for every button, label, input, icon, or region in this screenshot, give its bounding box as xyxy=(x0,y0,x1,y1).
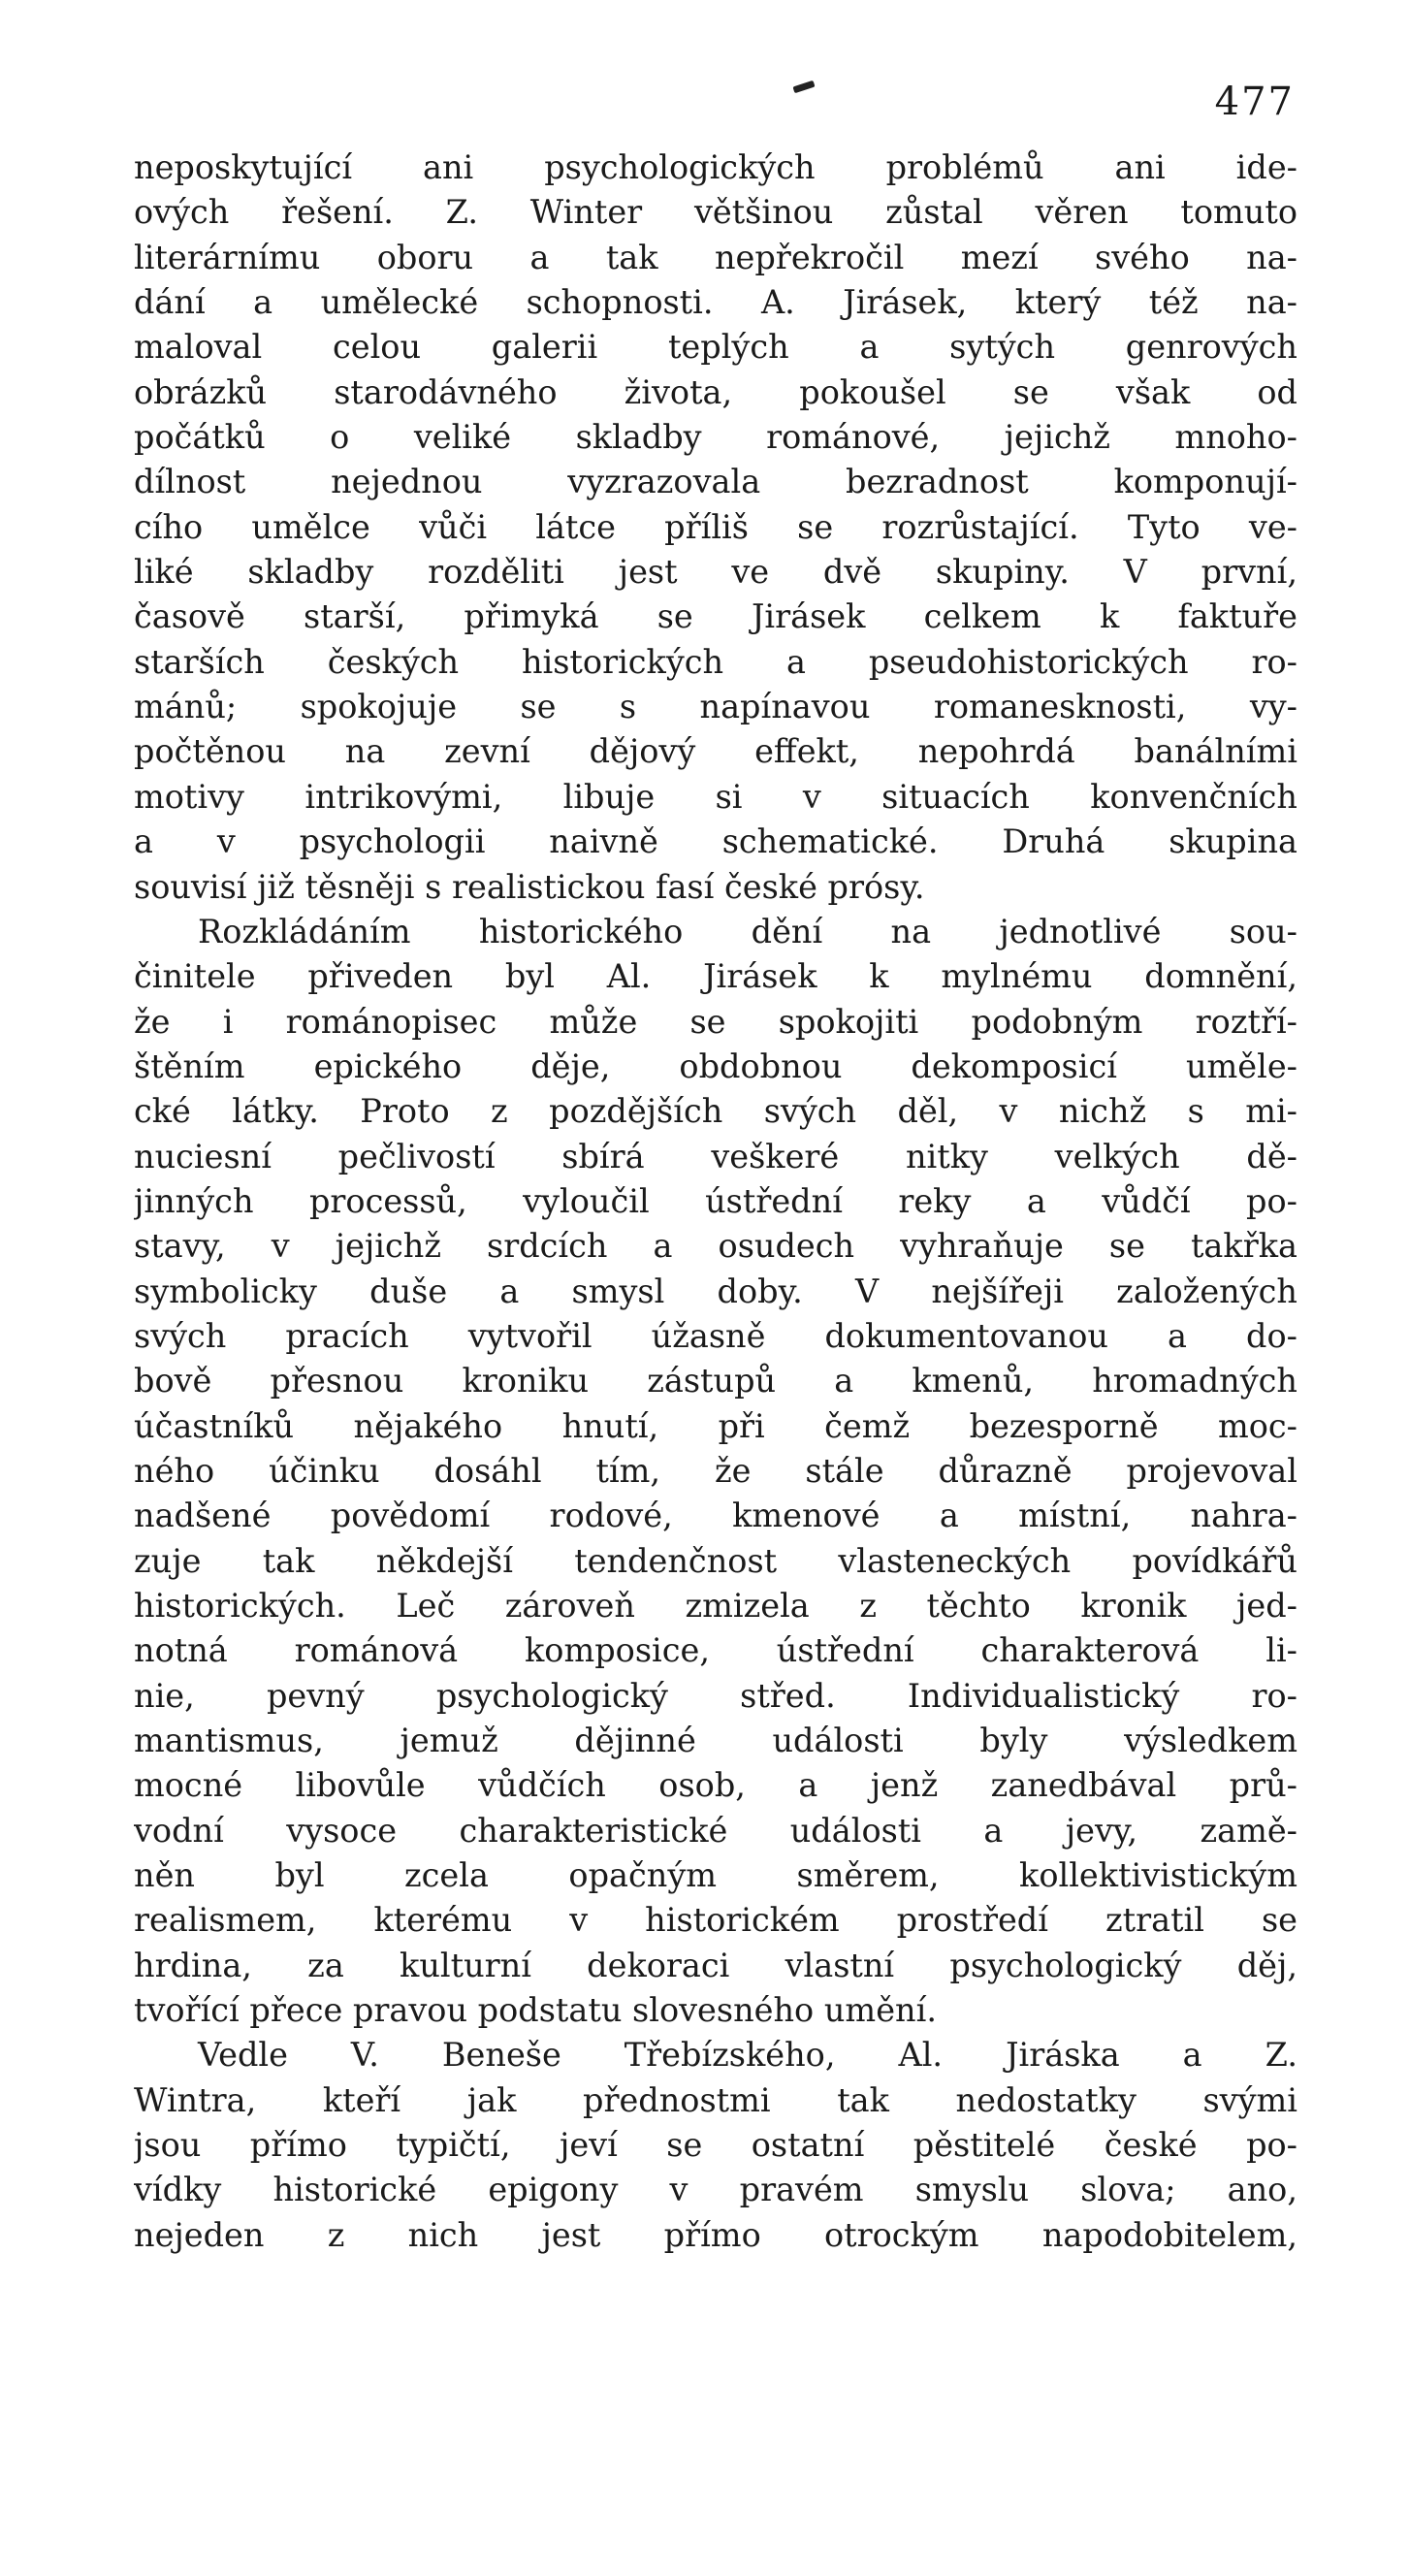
page-number: 477 xyxy=(1214,80,1295,124)
text-line: neposkytující ani psychologických problémů ani ide- xyxy=(134,148,1297,186)
text-line: nie, pevný psychologický střed. Individualistický ro- xyxy=(134,1676,1297,1715)
text-line: historických. Leč zároveň zmizela z těchto kronik jed- xyxy=(134,1587,1297,1625)
text-line: mánů; spokojuje se s napínavou romanesknosti, vy- xyxy=(134,688,1297,726)
text-line: maloval celou galerii teplých a sytých genrových xyxy=(134,328,1297,367)
text-line: hrdina, za kulturní dekoraci vlastní psychologický děj, xyxy=(134,1946,1297,1984)
text-line: dílnost nejednou vyzrazovala bezradnost komponují- xyxy=(134,463,1297,501)
body-text xyxy=(134,145,1297,2258)
text-line: vodní vysoce charakteristické události a jevy, zamě- xyxy=(134,1811,1297,1850)
text-line: souvisí již těsněji s realistickou fasí české prósy. xyxy=(134,867,925,906)
text-line: a v psychologii naivně schematické. Druhá skupina xyxy=(134,822,1297,861)
text-line: ových řešení. Z. Winter většinou zůstal věren tomuto xyxy=(134,193,1297,232)
text-line: stavy, v jejichž srdcích a osudech vyhraňuje se takřka xyxy=(134,1227,1297,1266)
text-line: zuje tak někdejší tendenčnost vlasteneckých povídkářů xyxy=(134,1541,1297,1580)
text-line: Wintra, kteří jak přednostmi tak nedostatky svými xyxy=(134,2080,1297,2119)
ink-mark xyxy=(792,80,815,93)
text-line: bově přesnou kroniku zástupů a kmenů, hromadných xyxy=(134,1362,1297,1401)
text-line: tvořící přece pravou podstatu slovesného umění. xyxy=(134,1991,937,2030)
text-line: časově starší, přimyká se Jirásek celkem k faktuře xyxy=(134,597,1297,636)
text-line: štěním epického děje, obdobnou dekomposicí uměle- xyxy=(134,1046,1297,1085)
text-line: dání a umělecké schopnosti. A. Jirásek, který též na- xyxy=(134,283,1297,322)
text-line: symbolicky duše a smysl doby. V nejšířeji založených xyxy=(134,1272,1297,1310)
text-line: počtěnou na zevní dějový effekt, nepohrdá banálními xyxy=(134,732,1297,771)
text-line: realismem, kterému v historickém prostředí ztratil se xyxy=(134,1901,1297,1940)
paragraph-first-line: Rozkládáním historického dění na jednotlivé sou- xyxy=(198,912,1297,950)
text-line: počátků o veliké skladby románové, jejichž mnoho- xyxy=(134,418,1297,457)
text-line: činitele přiveden byl Al. Jirásek k mylnému domnění, xyxy=(134,957,1297,996)
text-line: že i románopisec může se spokojiti podobným roztří- xyxy=(134,1002,1297,1041)
paragraph-first-line: Vedle V. Beneše Třebízského, Al. Jiráska a Z. xyxy=(198,2036,1297,2075)
text-line: jinných processů, vyloučil ústřední reky a vůdčí po- xyxy=(134,1181,1297,1220)
text-line: mocné libovůle vůdčích osob, a jenž zanedbával prů- xyxy=(134,1766,1297,1805)
text-line: účastníků nějakého hnutí, při čemž bezesporně moc- xyxy=(134,1406,1297,1445)
text-line: starších českých historických a pseudohistorických ro- xyxy=(134,642,1297,681)
text-line: obrázků starodávného života, pokoušel se však od xyxy=(134,372,1297,411)
text-line: liké skladby rozděliti jest ve dvě skupiny. V první, xyxy=(134,553,1297,592)
text-line: něn byl zcela opačným směrem, kollektivistickým xyxy=(134,1856,1297,1895)
text-line: cké látky. Proto z pozdějších svých děl, v nichž s mi- xyxy=(134,1092,1297,1131)
text-line: literárnímu oboru a tak nepřekročil mezí svého na- xyxy=(134,238,1297,276)
text-line: nadšené povědomí rodové, kmenové a místní, nahra- xyxy=(134,1497,1297,1535)
text-line: motivy intrikovými, libuje si v situacích konvenčních xyxy=(134,777,1297,816)
text-line: nejeden z nich jest přímo otrockým napodobitelem, xyxy=(134,2215,1297,2254)
text-line: ného účinku dosáhl tím, že stále důrazně projevoval xyxy=(134,1451,1297,1490)
text-line: notná románová komposice, ústřední charakterová li- xyxy=(134,1631,1297,1670)
text-line: mantismus, jemuž dějinné události byly výsledkem xyxy=(134,1722,1297,1760)
text-line: nuciesní pečlivostí sbírá veškeré nitky velkých dě- xyxy=(134,1137,1297,1175)
text-line: svých pracích vytvořil úžasně dokumentovanou a do- xyxy=(134,1316,1297,1355)
text-line: jsou přímo typičtí, jeví se ostatní pěstitelé české po- xyxy=(134,2126,1297,2165)
text-line: vídky historické epigony v pravém smyslu slova; ano, xyxy=(134,2171,1297,2209)
text-line: cího umělce vůči látce příliš se rozrůstající. Tyto ve- xyxy=(134,507,1297,546)
